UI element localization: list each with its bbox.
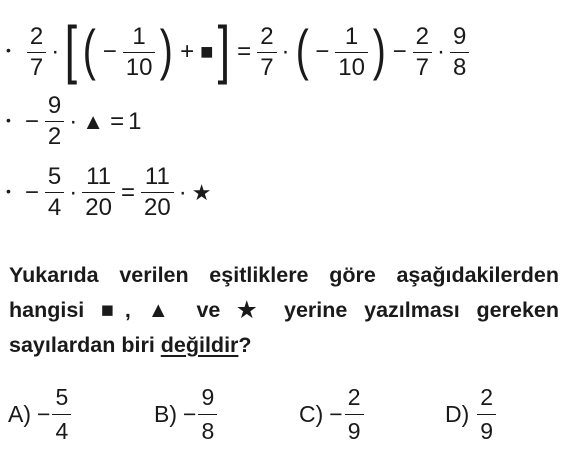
multiply-dot: · [69,178,78,206]
minus-sign: − [24,107,39,135]
equation-line-1 [6,13,471,85]
right-paren: ) [372,18,386,81]
triangle-icon: ▲ [82,108,105,134]
fraction: $\frac{2}{7}$ [27,25,46,80]
option-label: A) [8,401,31,427]
option-c[interactable] [299,384,366,445]
underlined-word: değildir [160,333,239,357]
left-paren: ( [295,18,309,81]
option-label: B) [154,401,177,427]
option-d[interactable] [445,384,498,445]
equals-sign: = [237,38,252,65]
fraction: $\frac{9}{2}$ [45,94,64,149]
multiply-dot: · [178,178,187,206]
minus-sign: − [315,38,330,65]
option-b[interactable] [154,384,219,445]
option-a[interactable] [8,384,73,445]
value: 1 [128,107,142,135]
minus-sign: − [183,401,197,427]
plus-sign: + [180,38,195,65]
bullet: • [6,111,11,128]
fraction: $\frac{5}{4}$ [52,384,71,445]
question-text: Yukarıda verilen eşitliklere göre aşağıdakilerden hangisi ■, ▲ ve ★ yerine yazılması gereken sayılardan biri değildir? [9,263,559,357]
minus-sign: − [24,178,39,206]
triangle-icon: ▲ [147,298,180,322]
fraction: $\frac{11}{20}$ [82,165,115,220]
bullet: • [6,182,11,199]
left-paren: ( [82,18,96,81]
left-bracket: [ [64,13,78,85]
fraction: $\frac{5}{4}$ [45,165,64,220]
fraction: $\frac{2}{9}$ [477,384,496,445]
fraction: $\frac{1}{10}$ [123,25,156,80]
multiply-dot: · [436,38,445,65]
square-icon: ■ [200,39,214,64]
equation-line-3 [6,165,213,220]
minus-sign: − [37,401,51,427]
equals-sign: = [120,178,135,206]
fraction: $\frac{9}{8}$ [198,384,217,445]
star-icon: ★ [237,298,268,322]
multiply-dot: · [69,107,78,135]
square-icon: ■ [101,298,125,322]
fraction: $\frac{11}{20}$ [141,165,174,220]
equals-sign: = [110,107,125,135]
fraction: $\frac{9}{8}$ [450,25,469,80]
option-label: C) [299,401,324,427]
right-paren: ) [160,18,174,81]
star-icon: ★ [191,179,212,205]
multiply-dot: · [281,38,290,65]
fraction: $\frac{2}{9}$ [345,384,364,445]
right-bracket: ] [218,13,231,85]
fraction: $\frac{2}{7}$ [413,25,432,80]
option-label: D) [445,401,470,427]
minus-sign: − [329,401,343,427]
minus-sign: − [392,38,407,65]
fraction: $\frac{1}{10}$ [335,25,368,80]
multiply-dot: · [51,38,60,65]
bullet: • [6,42,11,58]
fraction: $\frac{2}{7}$ [257,25,276,80]
equation-line-2 [6,94,141,149]
minus-sign: − [102,38,117,65]
